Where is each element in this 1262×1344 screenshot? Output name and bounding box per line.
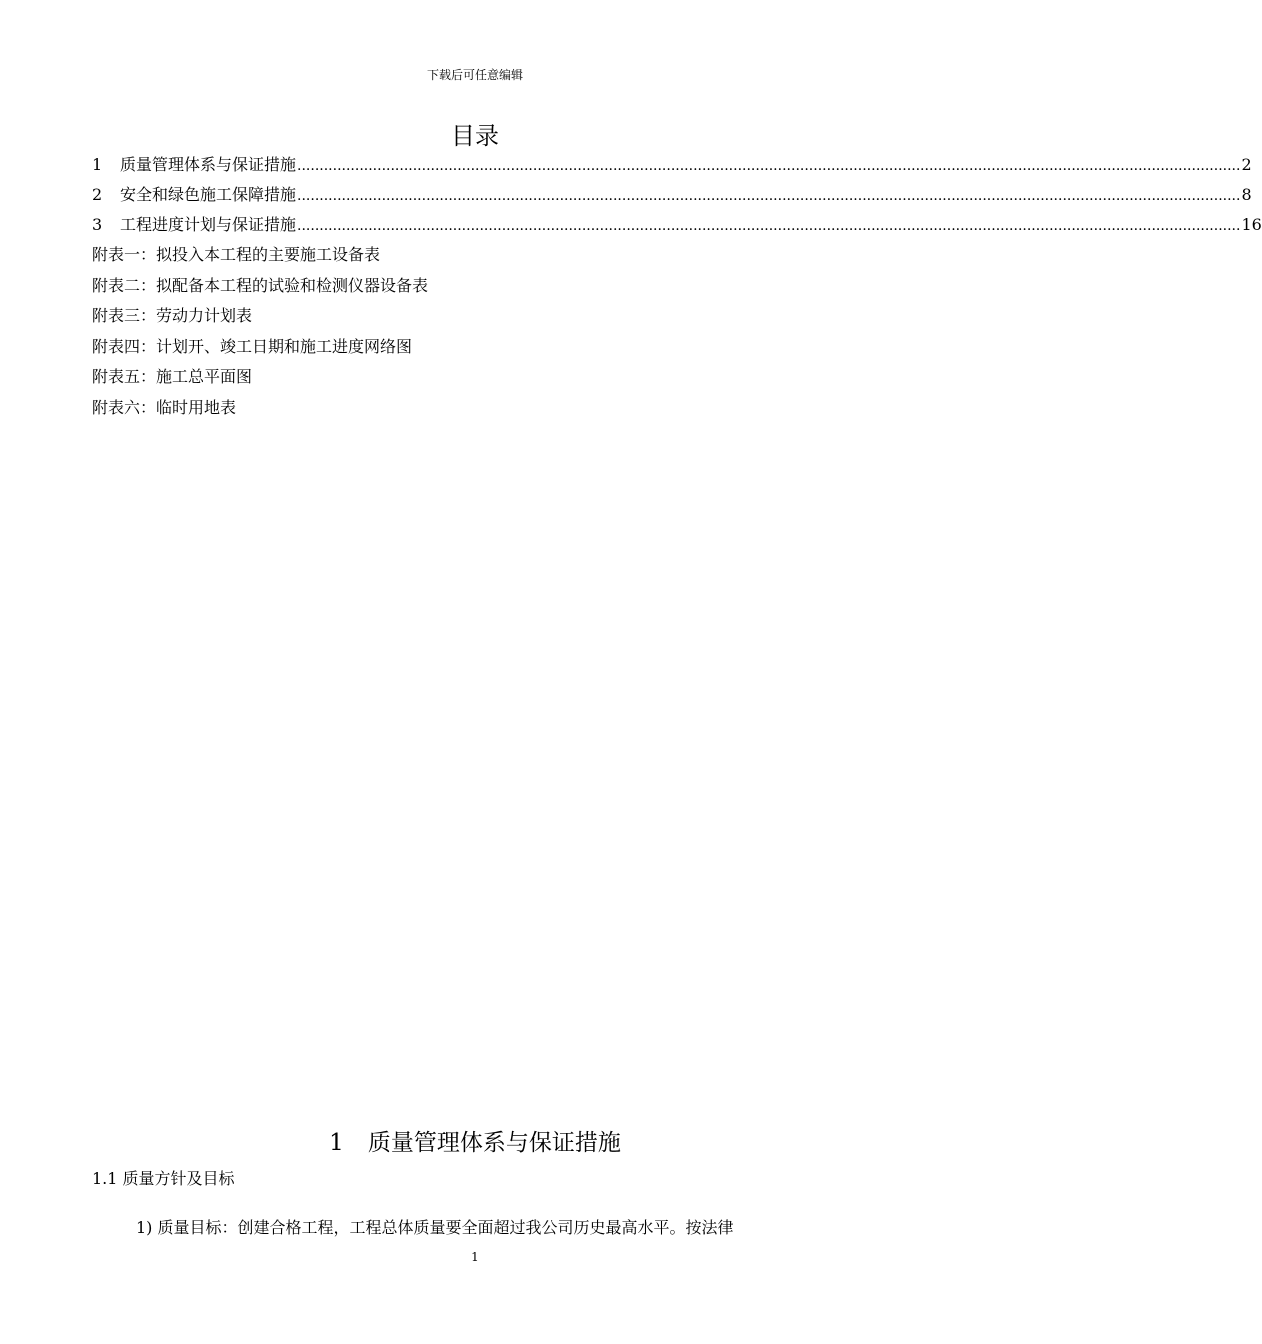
- toc-entry-title: 工程进度计划与保证措施: [120, 215, 297, 234]
- section-heading: [0, 1124, 950, 1157]
- toc-list: [92, 152, 1262, 242]
- section-number: 1: [329, 1130, 344, 1156]
- toc-entry-number: 2: [92, 185, 103, 204]
- toc-title: 目录: [451, 122, 499, 150]
- toc-entry-number: 3: [92, 215, 103, 234]
- page-header: 下载后可任意编辑: [426, 68, 523, 82]
- subsection-heading: 1.1 质量方针及目标: [92, 1169, 235, 1188]
- appendix-item: 附表三：劳动力计划表: [92, 306, 253, 325]
- toc-entry-page: 8: [1241, 185, 1252, 204]
- toc-entry[interactable]: [92, 182, 1252, 212]
- toc-entry-page: 16: [1241, 215, 1262, 234]
- appendix-item: 附表二：拟配备本工程的试验和检测仪器设备表: [92, 275, 429, 295]
- page-number: 1: [471, 1250, 479, 1264]
- body-paragraph: 1) 质量目标：创建合格工程，工程总体质量要全面超过我公司历史最高水平。按法律: [136, 1218, 734, 1237]
- appendix-list: [92, 242, 428, 425]
- toc-entry[interactable]: [92, 212, 1262, 242]
- section-title-text: 质量管理体系与保证措施: [367, 1130, 621, 1156]
- toc-entry-title: 安全和绿色施工保障措施: [120, 185, 297, 204]
- toc-leader-dots: ....................................................................................................................................................................................................................: [297, 188, 1241, 204]
- toc-leader-dots: ....................................................................................................................................................................................................................: [297, 158, 1241, 174]
- toc-entry-number: 1: [92, 155, 103, 174]
- appendix-item: 附表四：计划开、竣工日期和施工进度网络图: [92, 336, 413, 356]
- appendix-item: 附表五：施工总平面图: [92, 367, 253, 386]
- appendix-item: 附表一：拟投入本工程的主要施工设备表: [92, 245, 381, 264]
- toc-entry[interactable]: [92, 152, 1252, 182]
- toc-leader-dots: ....................................................................................................................................................................................................................: [297, 218, 1241, 234]
- toc-entry-title: 质量管理体系与保证措施: [120, 155, 297, 174]
- toc-entry-page: 2: [1241, 155, 1252, 174]
- appendix-item: 附表六：临时用地表: [92, 397, 237, 417]
